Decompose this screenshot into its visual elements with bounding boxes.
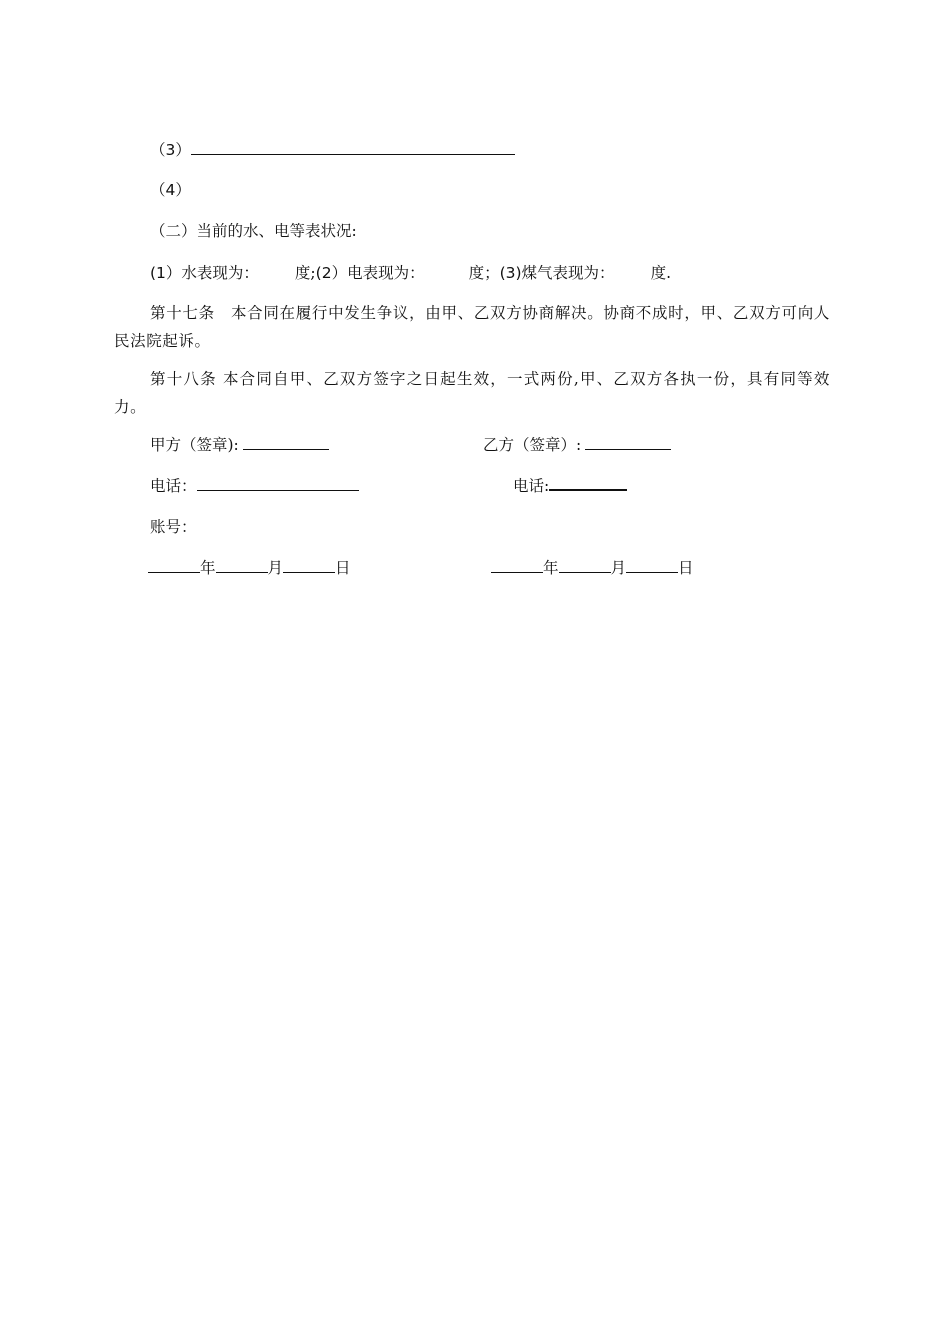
item-3-label: （3） <box>150 141 191 159</box>
party-a-signature-blank[interactable] <box>243 448 329 450</box>
phone-b-label: 电话: <box>513 477 550 495</box>
water-meter-label: (1）水表现为： <box>150 264 259 282</box>
meter-readings <box>150 263 710 283</box>
phone-b-blank[interactable] <box>549 488 627 491</box>
party-a-label: 甲方（签章): <box>150 436 239 454</box>
party-a-month-blank[interactable] <box>216 571 268 573</box>
item-4 <box>150 180 191 200</box>
party-b-signature-blank[interactable] <box>585 448 671 450</box>
party-b-phone <box>513 476 627 496</box>
item-3-blank[interactable] <box>191 153 515 155</box>
item-4-label: （4） <box>150 181 191 199</box>
party-a-signature <box>150 435 329 455</box>
meters-heading <box>150 221 357 241</box>
phone-a-blank[interactable] <box>197 489 359 491</box>
party-a-phone <box>150 476 359 496</box>
party-a-year-blank[interactable] <box>148 571 200 573</box>
party-b-year-blank[interactable] <box>491 571 543 573</box>
party-b-day-blank[interactable] <box>626 571 678 573</box>
electric-meter-label: (2）电表现为： <box>315 264 425 282</box>
electric-meter-unit: 度； <box>468 264 500 282</box>
gas-meter-label: (3)煤气表现为： <box>499 264 615 282</box>
month-label: 月 <box>610 559 627 577</box>
party-a-day-blank[interactable] <box>283 571 335 573</box>
year-label: 年 <box>543 559 559 577</box>
item-3 <box>150 140 515 160</box>
day-label: 日 <box>335 559 351 577</box>
month-label: 月 <box>267 559 284 577</box>
party-b-label: 乙方（签章）: <box>483 436 582 454</box>
article-17: 第十七条 本合同在履行中发生争议，由甲、乙双方协商解决。协商不成时，甲、乙双方可向人民法院起诉。 <box>114 304 830 350</box>
phone-a-label: 电话： <box>150 477 197 495</box>
party-a-date <box>148 558 351 578</box>
account <box>150 517 197 537</box>
party-b-signature <box>483 435 671 455</box>
water-meter-unit: 度; <box>294 264 316 282</box>
party-b-date <box>491 558 694 578</box>
account-label: 账号： <box>150 518 197 536</box>
article-18: 第十八条 本合同自甲、乙双方签字之日起生效，一式两份,甲、乙双方各执一份，具有同等效力。 <box>114 370 830 416</box>
year-label: 年 <box>200 559 216 577</box>
party-b-month-blank[interactable] <box>559 571 611 573</box>
day-label: 日 <box>678 559 694 577</box>
gas-meter-unit: 度. <box>650 264 671 282</box>
meters-heading-text: （二）当前的水、电等表状况: <box>150 222 357 240</box>
